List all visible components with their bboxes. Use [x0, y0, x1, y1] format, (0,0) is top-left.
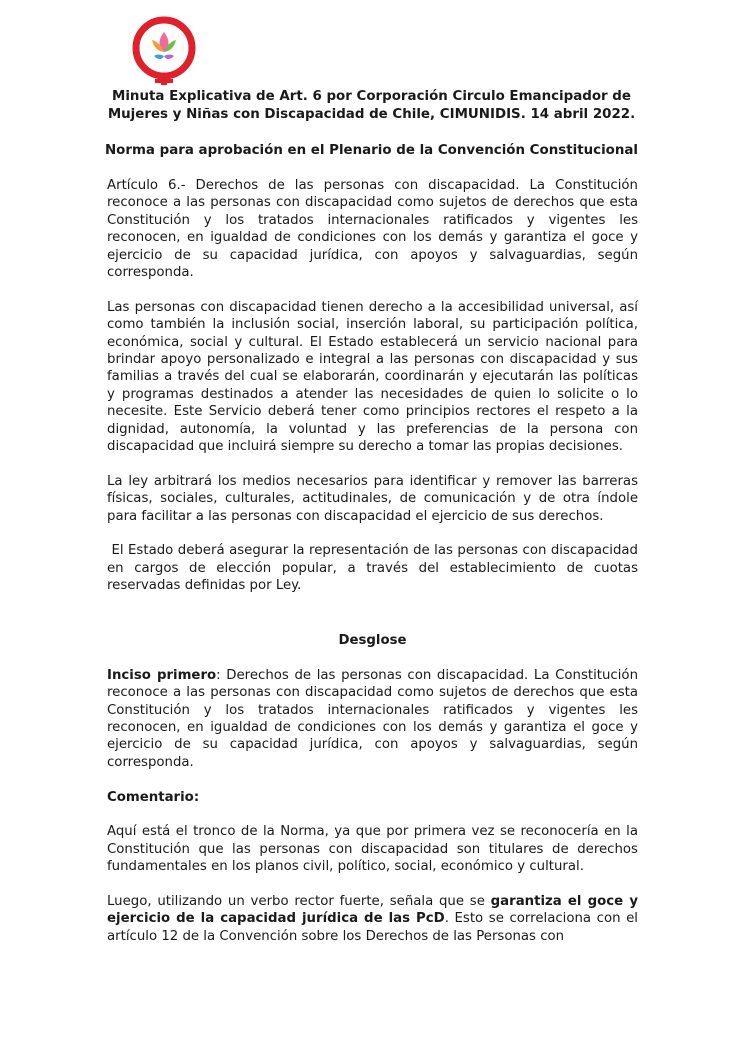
- comentario-paragraph-2: Luego, utilizando un verbo rector fuerte, señala que se garantiza el goce y ejercicio de la capacidad jurídica de las PcD. Esto se correlaciona con el artículo 12 de la Convención sobre los Derechos de las Personas con: [107, 894, 638, 944]
- cimunidis-logo: [128, 16, 200, 88]
- document-subtitle: Norma para aprobación en el Plenario de la Convención Constitucional: [104, 143, 639, 158]
- title-line-1: Minuta Explicativa de Art. 6 por Corporación Circulo Emancipador de: [112, 89, 631, 104]
- desglose-heading: Desglose: [338, 633, 407, 648]
- article-paragraph-1: Artículo 6.- Derechos de las personas con discapacidad. La Constitución reconoce a las personas con discapacidad como sujetos de derechos que esta Constitución y los tratados internacionales ratificados y vigentes les reconocen, en igualdad de condiciones con los demás y garantiza el goce y ejercicio de su capacidad jurídica, con apoyos y salvaguardias, según corresponda.: [107, 178, 638, 281]
- inciso-paragraph: [107, 667, 638, 771]
- comentario-paragraph-1: Aquí está el tronco de la Norma, ya que por primera vez se reconocería en la Constitución que las personas con discapacidad son titulares de derechos fundamentales en los planos civil, político, social, económico y cultural.: [107, 824, 638, 875]
- title-line-2: Mujeres y Niñas con Discapacidad de Chile, CIMUNIDIS. 14 abril 2022.: [107, 106, 636, 122]
- desglose-section: [107, 632, 638, 945]
- article-text: [107, 177, 643, 595]
- comentario-bold-phrase: garantiza el goce y ejercicio de la capacidad jurídica de las PcD: [107, 894, 638, 927]
- inciso-text: : Derechos de las personas con discapacidad. La Constitución reconoce a las personas con discapacidad como sujetos de derechos que esta Constitución y los tratados internacionales ratificados y vigentes les reconocen, en igualdad de condiciones con los demás y garantiza el goce y ejercicio de su capacidad jurídica, con apoyos y salvaguardias, según corresponda.: [107, 667, 638, 770]
- article-paragraph-4: El Estado deberá asegurar la representación de las personas con discapacidad en cargos de elección popular, a través del establecimiento de cuotas reservadas definidas por Ley.: [107, 543, 643, 594]
- comentario-label: Comentario:: [107, 789, 200, 805]
- article-paragraph-3: La ley arbitrará los medios necesarios para identificar y remover las barreras físicas, sociales, culturales, actitudinales, de comunicación y de otra índole para facilitar a las personas con discapacidad el ejercicio de sus derechos.: [107, 473, 638, 524]
- article-paragraph-2: Las personas con discapacidad tienen derecho a la accesibilidad universal, así como también la inclusión social, inserción laboral, su participación política, económica, social y cultural. El Estado establecerá un servicio nacional para brindar apoyo personalizado e integral a las personas con discapacidad y sus familias a través del cual se elaborarán, coordinarán y ejecutarán las políticas y programas destinados a atender las necesidades de quien lo solicite o lo necesite. Este Servicio deberá tener como principios rectores el respeto a la dignidad, autonomía, la voluntad y las preferencias de la persona con discapacidad que incluirá siempre su derecho a tomar las propias decisiones.: [107, 299, 638, 455]
- document-title: [100, 88, 643, 123]
- inciso-label: Inciso primero: [107, 667, 217, 683]
